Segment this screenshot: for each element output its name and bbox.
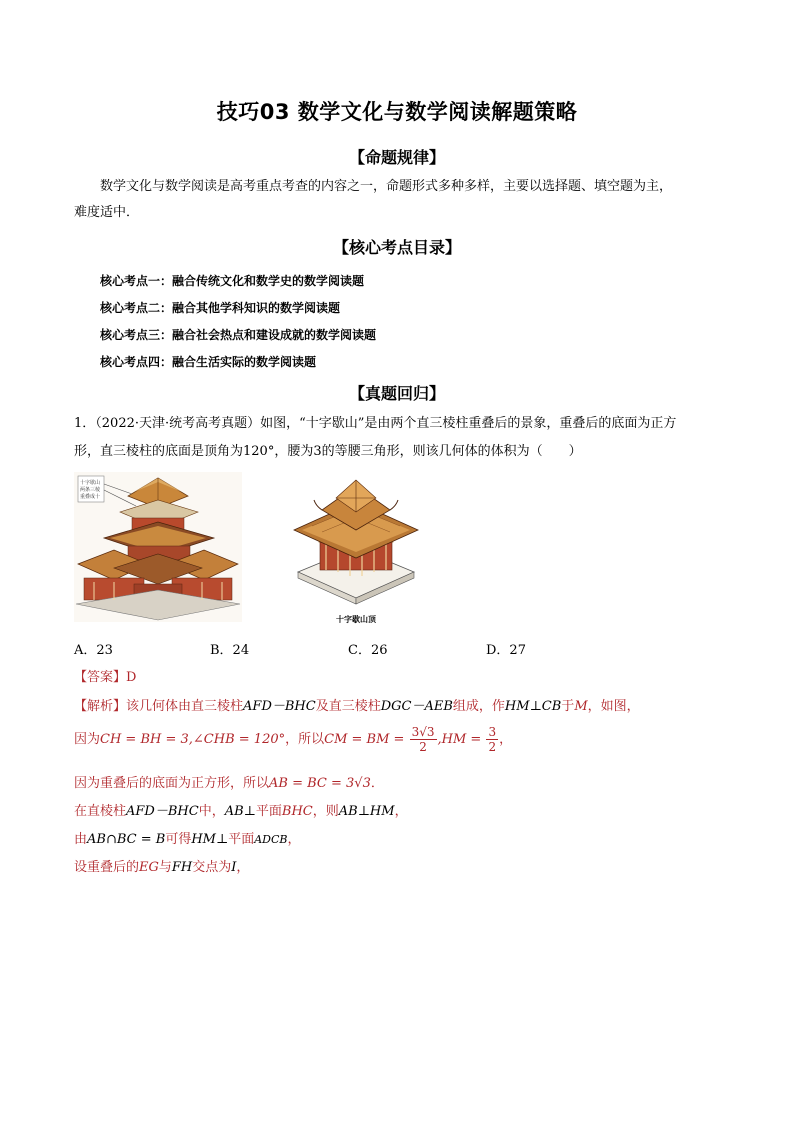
math-expr: DGC－AEB	[380, 699, 453, 714]
answer-line	[74, 666, 136, 685]
math-expr: HM⊥	[191, 832, 229, 847]
analysis-text: ，则	[312, 804, 339, 819]
option-d[interactable]: D．27	[486, 643, 526, 658]
math-expr: EG	[139, 860, 159, 875]
analysis-text: ，如图，	[587, 699, 640, 714]
question-line2: 形，直三棱柱的底面是顶角为120°，腰为3的等腰三角形，则该几何体的体积为（ ）	[74, 444, 582, 459]
analysis-text: ，	[499, 732, 513, 747]
analysis-text: 设重叠后的	[74, 860, 140, 875]
toc-item-1: 核心考点一：融合传统文化和数学史的数学阅读题	[100, 274, 365, 288]
math-expr: AFD－BHC	[126, 804, 199, 819]
math-expr: M	[574, 699, 588, 714]
analysis-line-3	[74, 772, 384, 791]
math-expr: AFD－BHC	[243, 699, 316, 714]
analysis-tag: 【解析】	[74, 699, 127, 714]
option-b[interactable]: B．24	[210, 643, 250, 658]
analysis-text: 该几何体由直三棱柱	[126, 699, 244, 714]
analysis-line-4	[74, 800, 408, 819]
analysis-text: 中，	[198, 804, 225, 819]
figure-caption: 十字歇山顶	[336, 615, 376, 624]
fraction-denominator: 2	[419, 740, 427, 754]
math-expr: I	[231, 860, 237, 875]
analysis-line-1	[74, 695, 640, 714]
analysis-text: 在直棱柱	[74, 804, 127, 819]
math-expr: BHC	[281, 804, 313, 819]
analysis-text: ，	[236, 860, 250, 875]
analysis-text: 因为	[74, 732, 101, 747]
svg-text:重叠成十: 重叠成十	[80, 494, 101, 500]
analysis-text: 于	[561, 699, 575, 714]
math-expr: HM⊥CB	[504, 699, 562, 714]
analysis-line-5	[74, 828, 301, 847]
question-1	[74, 410, 724, 466]
option-c[interactable]: C．26	[348, 643, 388, 658]
pavilion-illustration-right	[292, 472, 420, 608]
math-expr: AB∩BC = B	[87, 832, 166, 847]
analysis-text: 由	[74, 832, 88, 847]
analysis-text: ．	[370, 776, 384, 791]
answer-tag: 【答案】	[74, 670, 127, 685]
fraction-hm	[486, 725, 498, 754]
fraction-cm	[410, 725, 437, 754]
figure-cross-gable-exploded	[74, 472, 242, 622]
pavilion-illustration-left	[74, 472, 242, 622]
fraction-denominator: 2	[488, 740, 497, 754]
section-heading-rules: 【命题规律】	[348, 148, 445, 167]
analysis-text: 组成，作	[452, 699, 505, 714]
analysis-line-2	[74, 725, 512, 754]
analysis-text: 平面	[255, 804, 282, 819]
analysis-text: 因为重叠后的底面为正方形，所以	[74, 776, 270, 791]
fraction-numerator: 3√3	[411, 725, 435, 739]
analysis-text: ，	[287, 832, 301, 847]
analysis-text: ，所以	[285, 732, 325, 747]
section-heading-toc: 【核心考点目录】	[332, 238, 461, 257]
math-expr: AB = BC = 3√3	[269, 776, 371, 791]
page-title: 技巧03 数学文化与数学阅读解题策略	[216, 100, 578, 124]
math-expr: CH = BH = 3,∠CHB = 120°	[100, 732, 286, 747]
rules-text-line2: 难度适中．	[74, 205, 140, 220]
answer-value: D	[126, 670, 137, 685]
option-a[interactable]: A．23	[74, 643, 113, 658]
toc-item-3: 核心考点三：融合社会热点和建设成就的数学阅读题	[100, 328, 377, 342]
math-expr: AB⊥	[224, 804, 256, 819]
analysis-text: 交点为	[192, 860, 232, 875]
rules-text-line1: 数学文化与数学阅读是高考重点考查的内容之一，命题形式多种多样，主要以选择题、填空题为主，	[100, 179, 673, 194]
svg-text:两条三棱: 两条三棱	[80, 487, 101, 493]
analysis-text: 可得	[165, 832, 192, 847]
fraction-numerator: 3	[488, 725, 497, 739]
math-expr: FH	[171, 860, 193, 875]
math-expr: CM = BM =	[324, 732, 405, 747]
question-line1: 1．（2022·天津·统考高考真题）如图，“十字歇山”是由两个直三棱柱重叠后的景象，重叠后的底面为正方	[74, 416, 677, 431]
analysis-text: ，	[394, 804, 408, 819]
analysis-text: 及直三棱柱	[315, 699, 381, 714]
math-expr: AB⊥HM	[338, 804, 395, 819]
analysis-text: 平面	[228, 832, 255, 847]
section-heading-review: 【真题回归】	[348, 384, 445, 403]
analysis-line-6	[74, 856, 249, 875]
svg-text:十字歇山: 十字歇山	[80, 480, 101, 486]
toc-item-2: 核心考点二：融合其他学科知识的数学阅读题	[100, 301, 341, 315]
toc-item-4: 核心考点四：融合生活实际的数学阅读题	[100, 355, 317, 369]
analysis-text: 与	[158, 860, 172, 875]
figure-cross-gable-roof	[292, 472, 420, 624]
math-expr: ADCB	[254, 833, 288, 846]
math-expr: ,HM =	[437, 732, 482, 747]
rules-paragraph	[74, 174, 720, 226]
